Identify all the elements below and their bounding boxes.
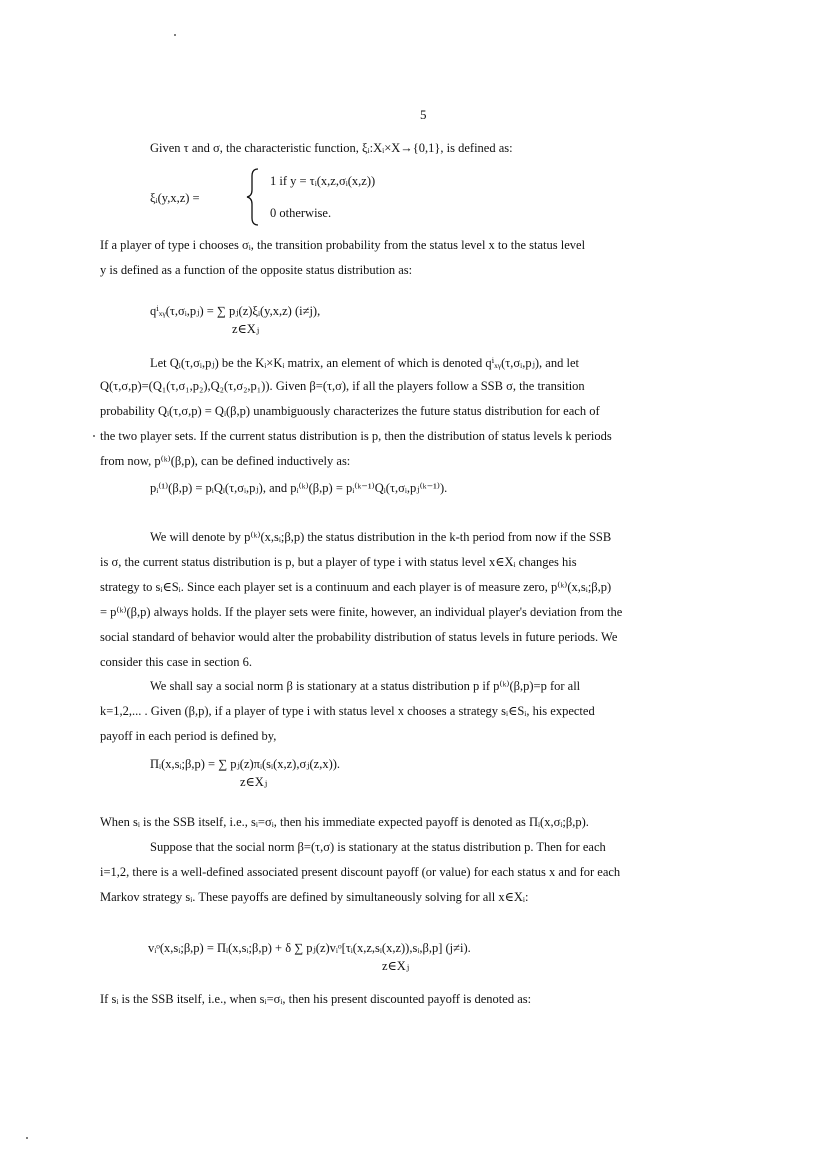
text-line: Πᵢ(x,sᵢ;β,p) = ∑ pⱼ(z)πᵢ(sᵢ(x,z),σⱼ(z,x)). (150, 757, 341, 771)
page-number: 5 (420, 107, 427, 122)
text-line: Q(τ,σ,p)=(Q₁(τ,σ₁,p₂),Q₂(τ,σ₂,p₁)). Given β=(τ,σ), if all the players follow a SSB σ, the transition (100, 379, 585, 393)
text-line: strategy to sᵢ∈Sᵢ. Since each player set is a continuum and each player is of measure zero, p⁽ᵏ⁾(x,sᵢ;β,p) (100, 580, 612, 594)
text-line: the two player sets. If the current status distribution is p, then the distribution of status levels k periods (100, 429, 612, 443)
text-line: If sᵢ is the SSB itself, i.e., when sᵢ=σᵢ, then his present discounted payoff is denoted as: (100, 992, 532, 1006)
scan-speck (26, 1137, 28, 1139)
text-line: y is defined as a function of the opposite status distribution as: (100, 263, 413, 277)
scan-speck (174, 34, 176, 36)
text-line: z∈Xⱼ (382, 959, 410, 973)
text-line: payoff in each period is defined by, (100, 729, 277, 743)
text-line: = p⁽ᵏ⁾(β,p) always holds. If the player sets were finite, however, an individual player's deviation from the (100, 605, 623, 619)
text-line: social standard of behavior would alter the probability distribution of status levels in future periods. We (100, 630, 618, 644)
text-line: Markov strategy sᵢ. These payoffs are defined by simultaneously solving for all x∈Xᵢ: (100, 890, 529, 904)
text-line: consider this case in section 6. (100, 655, 253, 669)
text-line: probability Qᵢ(τ,σ,p) = Qᵢ(β,p) unambiguously characterizes the future status distribution for each of (100, 404, 600, 418)
text-line: vᵢᵒ(x,sᵢ;β,p) = Πᵢ(x,sᵢ;β,p) + δ ∑ pⱼ(z)vᵢᵒ[τᵢ(x,z,sᵢ(x,z)),sᵢ,β,p] (j≠i). (148, 941, 471, 955)
text-line: is σ, the current status distribution is p, but a player of type i with status level x∈Xᵢ changes his (100, 555, 577, 569)
text-line: If a player of type i chooses σᵢ, the transition probability from the status level x to the status level (100, 238, 586, 252)
text-line: 0 otherwise. (270, 206, 332, 220)
text-line: z∈Xⱼ (240, 775, 268, 789)
text-line: Suppose that the social norm β=(τ,σ) is stationary at the status distribution p. Then for each (150, 840, 606, 854)
text-line: When sᵢ is the SSB itself, i.e., sᵢ=σᵢ, then his immediate expected payoff is denoted as Πᵢ(x,σᵢ;β,p). (100, 815, 589, 829)
text-line: We will denote by p⁽ᵏ⁾(x,sᵢ;β,p) the status distribution in the k-th period from now if the SSB (150, 530, 612, 544)
text-line: 1 if y = τᵢ(x,z,σᵢ(x,z)) (270, 174, 376, 188)
text-line: k=1,2,... . Given (β,p), if a player of type i with status level x chooses a strategy sᵢ∈Sᵢ, his expected (100, 704, 595, 718)
scan-speck (93, 435, 95, 437)
text-line: from now, p⁽ᵏ⁾(β,p), can be defined inductively as: (100, 454, 351, 468)
text-line: z∈Xⱼ (232, 322, 260, 336)
text-line: Let Qᵢ(τ,σᵢ,pⱼ) be the Kᵢ×Kᵢ matrix, an element of which is denoted qⁱₓᵧ(τ,σᵢ,pⱼ), and let (150, 356, 579, 370)
text-line: qⁱₓᵧ(τ,σᵢ,pⱼ) = ∑ pⱼ(z)ξᵢ(y,x,z) (i≠j), (150, 304, 321, 318)
text-line: i=1,2, there is a well-defined associated present discount payoff (or value) for each status x and for each (100, 865, 621, 879)
text-line: Given τ and σ, the characteristic function, ξᵢ:Xᵢ×X→{0,1}, is defined as: (150, 141, 513, 155)
text-line: We shall say a social norm β is stationary at a status distribution p if p⁽ᵏ⁾(β,p)=p for all (150, 679, 581, 693)
left-brace (246, 168, 260, 226)
text-line: pᵢ⁽¹⁾(β,p) = pᵢQᵢ(τ,σᵢ,pⱼ), and pᵢ⁽ᵏ⁾(β,p) = pᵢ⁽ᵏ⁻¹⁾Qᵢ(τ,σᵢ,pⱼ⁽ᵏ⁻¹⁾). (150, 481, 448, 495)
text-line: ξᵢ(y,x,z) = (150, 191, 200, 205)
